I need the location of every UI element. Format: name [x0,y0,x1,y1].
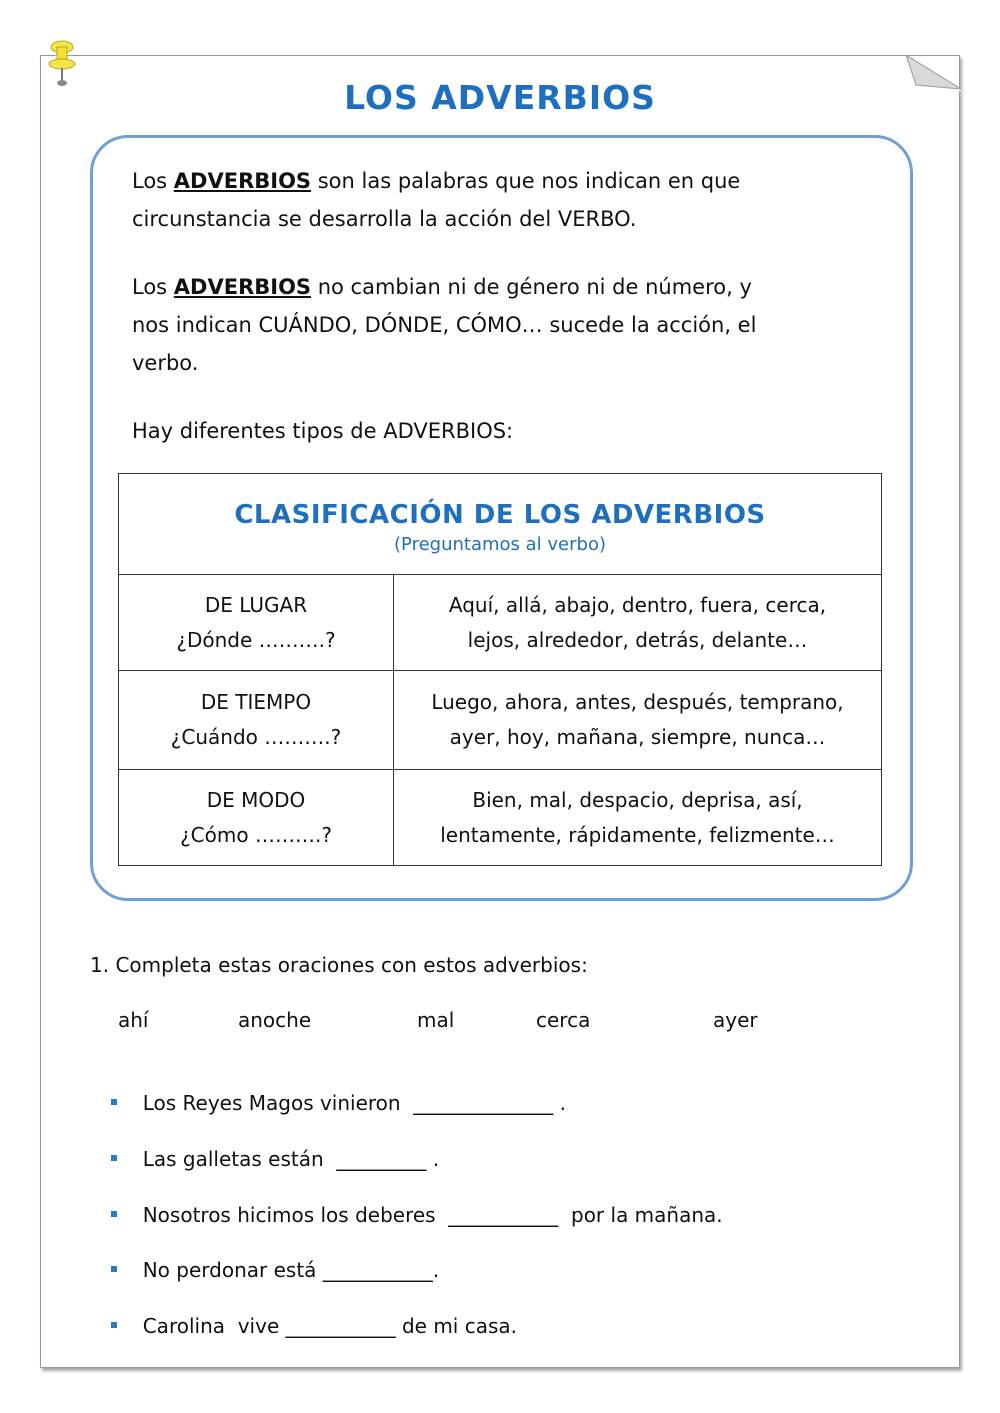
text-line: verbo. [132,351,199,375]
table-row-tiempo [119,671,881,770]
word-bank-item: ahí [118,1008,149,1032]
keyword-adverbios: ADVERBIOS [173,169,312,193]
exercise-sentence-1[interactable] [98,1067,566,1115]
sentence-text: Carolina vive ___________ de mi casa. [142,1314,518,1338]
definition-paragraph-2 [132,268,852,382]
adverb-examples-cell [394,575,881,670]
text-line: circunstancia se desarrolla la acción del VERBO. [132,207,637,231]
table-row-lugar [119,575,881,671]
classification-table [118,473,882,866]
bullet-square-icon [111,1211,117,1217]
adverb-examples-line: Luego, ahora, antes, después, temprano, [431,690,844,714]
bullet-square-icon [111,1155,117,1161]
adverb-examples-line: lentamente, rápidamente, felizmente… [440,822,835,847]
exercise-sentence-3[interactable] [98,1179,723,1227]
adverb-examples-line: ayer, hoy, mañana, siempre, nunca… [449,725,826,749]
adverb-type: DE MODO [206,787,306,812]
adverb-question: ¿Cuándo ……….? [170,725,342,749]
word-bank-item: mal [417,1008,455,1032]
sentence-text: Las galletas están _________ . [142,1147,440,1171]
adverb-type: DE LUGAR [204,592,308,617]
word-bank-item: cerca [536,1008,591,1032]
adverb-examples-cell [394,671,881,769]
adverb-question: ¿Cómo ……….? [180,822,332,847]
text-span: Los [132,169,174,193]
exercise-sentence-2[interactable] [98,1123,439,1171]
text-span: Los [132,275,174,299]
definition-paragraph-1 [132,162,852,238]
adverb-question: ¿Dónde ……….? [176,627,336,652]
sentence-text: No perdonar está ___________. [142,1258,440,1282]
sentence-text: Los Reyes Magos vinieron ______________ . [142,1091,567,1115]
table-header [119,474,881,575]
bullet-square-icon [111,1099,117,1105]
adverb-examples-cell [394,770,881,865]
adverb-examples-line: Bien, mal, despacio, deprisa, así, [472,787,803,812]
adverb-type-cell [119,671,394,769]
adverb-type-cell [119,575,394,670]
exercise-instruction: 1. Completa estas oraciones con estos adverbios: [90,953,588,977]
word-bank-item: ayer [713,1008,758,1032]
exercise-sentence-4[interactable] [98,1234,439,1282]
text-span: no cambian ni de género ni de número, y [311,275,752,299]
bullet-square-icon [111,1322,117,1328]
adverb-examples-line: Aquí, allá, abajo, dentro, fuera, cerca, [448,592,827,617]
sentence-text: Nosotros hicimos los deberes ___________ por la mañana. [142,1203,723,1227]
table-row-modo [119,770,881,865]
adverb-type-cell [119,770,394,865]
types-intro: Hay diferentes tipos de ADVERBIOS: [132,419,514,443]
exercise-sentence-5[interactable] [98,1290,517,1338]
text-line: nos indican CUÁNDO, DÓNDE, CÓMO… sucede la acción, el [132,313,757,337]
adverb-type: DE TIEMPO [200,690,312,714]
adverb-examples-line: lejos, alrededor, detrás, delante… [467,627,808,652]
bullet-square-icon [111,1266,117,1272]
table-heading: CLASIFICACIÓN DE LOS ADVERBIOS [234,500,766,530]
word-bank-item: anoche [238,1008,312,1032]
keyword-adverbios: ADVERBIOS [173,275,312,299]
text-span: son las palabras que nos indican en que [311,169,741,193]
page-title: LOS ADVERBIOS [344,78,656,117]
table-subheading: (Preguntamos al verbo) [394,534,606,555]
